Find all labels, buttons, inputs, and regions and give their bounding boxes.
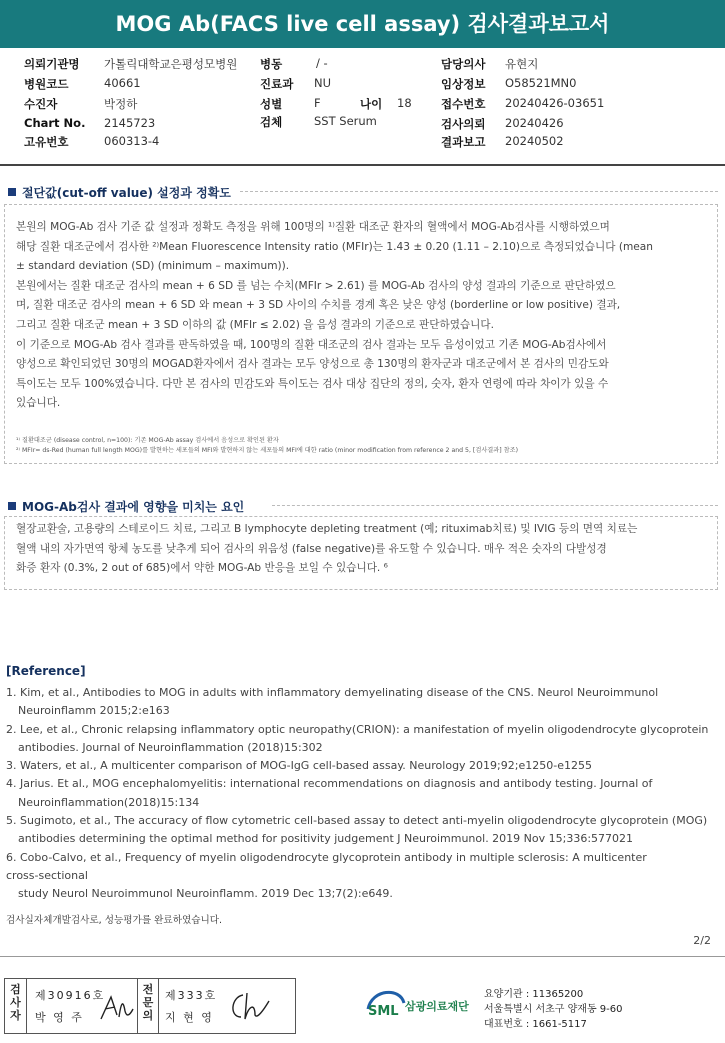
dept-value: NU (314, 76, 332, 90)
ward-value: / - (316, 56, 328, 70)
dept-label: 진료과 (260, 77, 294, 91)
institution-value: 가톨릭대학교은평성모병원 (104, 57, 238, 71)
specialist-label: 전 문 의 (142, 983, 154, 1022)
reference-line: Neuroinflamm 2015;2:e163 (18, 704, 170, 718)
reference-heading: [Reference] (6, 664, 86, 678)
square-bullet-icon (8, 188, 16, 196)
patient-value: 박정하 (104, 97, 138, 111)
section-cutoff-heading (8, 184, 231, 201)
specimen-value: SST Serum (314, 114, 377, 128)
report-date-label: 결과보고 (441, 135, 486, 149)
reference-line: antibodies determining the optimal method for positivity judgement J Neuroimmunol. 2019 Nov 15;336:577021 (18, 832, 634, 846)
reference-line: 2. Lee, et al., Chronic relapsing inflammatory optic neuropathy(CRION): a manifestation of myelin oligodendrocyte glycoprotein (6, 722, 709, 736)
footer-divider (0, 956, 725, 957)
section-cutoff-title: 절단값(cut-off value) 설정과 정확도 (22, 186, 231, 200)
sex-label: 성별 (260, 97, 283, 111)
org-info (484, 987, 623, 1032)
paragraph-line: 해당 질환 대조군에서 검사한 ²⁾Mean Fluorescence Intensity ratio (MFIr)는 1.43 ± 0.20 (1.11 – 2.10)으로 측정되었습니다 (mean (16, 240, 653, 253)
section-factors-text (16, 520, 637, 579)
ward-label: 병동 (260, 57, 283, 71)
specimen-label: 검체 (260, 115, 283, 129)
report-date-value: 20240502 (505, 134, 564, 148)
patient-info (0, 52, 725, 152)
section-factors-heading (8, 498, 244, 515)
reference-line: Neuroinflammation(2018)15:134 (18, 795, 200, 809)
chart-no-value: 2145723 (104, 116, 156, 130)
signature-box (4, 978, 296, 1034)
tester-name: 박 영 주 (35, 1011, 84, 1024)
section-cutoff-text (16, 218, 653, 414)
reference-line: 4. Jarius. Et al., MOG encephalomyelitis: international recommendations on diagnosis and antibody testing. Journal of (6, 777, 653, 791)
tester-column-label (5, 979, 27, 1033)
paragraph-line: 이 기준으로 MOG-Ab 검사 결과를 판독하였을 때, 100명의 질환 대조군의 검사 결과는 모두 음성이었고 기존 MOG-Ab검사에서 (16, 338, 607, 351)
paragraph-line: 혈액 내의 자가면역 항체 농도를 낮추게 되어 검사의 위음성 (false negative)를 유도할 수 있습니다. 매우 적은 숫자의 다발성경 (16, 542, 607, 555)
report-title: MOG Ab(FACS live cell assay) 검사결과보고서 (0, 0, 725, 48)
footnote-line: ¹⁾ 질환대조군 (disease control, n=100): 기존 MOG-Ab assay 검사에서 음성으로 확인된 환자 (16, 437, 279, 444)
section-factors-rule (272, 505, 718, 506)
hospital-code-label: 병원코드 (24, 77, 69, 91)
section-cutoff-rule (240, 191, 718, 192)
paragraph-line: 본원의 MOG-Ab 검사 기준 값 설정과 정확도 측정을 위해 100명의 ¹⁾질환 대조군 환자의 혈액에서 MOG-Ab검사를 시행하였으며 (16, 221, 610, 233)
paragraph-line: 본원에서는 질환 대조군 검사의 mean + 6 SD 를 넘는 수치(MFIr > 2.61) 를 MOG-Ab 검사의 양성 결과의 기준으로 판단하였으 (16, 279, 616, 292)
reference-line: study Neurol Neuroimmunol Neuroinflamm. 2019 Dec 13;7(2):e649. (18, 887, 393, 901)
reference-line: 3. Waters, et al., A multicenter comparison of MOG-IgG cell-based assay. Neurology 2019;92;e1250-e1255 (6, 759, 592, 773)
reference-line: 6. Cobo-Calvo, et al., Frequency of myelin oligodendrocyte glycoprotein antibody in multiple sclerosis: A multicenter (6, 850, 647, 864)
paragraph-line: 화증 환자 (0.3%, 2 out of 685)에서 약한 MOG-Ab 반응을 보일 수 있습니다. ⁶ (16, 562, 388, 575)
paragraph-line: 며, 질환 대조군 검사의 mean + 6 SD 와 mean + 3 SD 사이의 수치를 경계 혹은 낮은 양성 (borderline or low positive) 결과, (16, 299, 621, 312)
sex-value: F (314, 96, 321, 110)
reference-line: antibodies. Journal of Neuroinflammation (2018)15:302 (18, 740, 323, 754)
paragraph-line: 그리고 질환 대조군 mean + 3 SD 이하의 값 (MFIr ≤ 2.02) 을 음성 결과의 기준으로 판단하였습니다. (16, 318, 495, 331)
sml-logo-icon (366, 985, 406, 1023)
unique-no-label: 고유번호 (24, 135, 69, 149)
receipt-value: 20240426-03651 (505, 96, 605, 110)
reference-line: cross-sectional (6, 868, 88, 882)
org-address: 서울특별시 서초구 양재동 9-60 (484, 1004, 623, 1015)
age-label: 나이 (360, 97, 383, 111)
specialist-license: 제333호 (165, 989, 218, 1002)
validation-note: 검사실자체개발검사로, 성능평가를 완료하였습니다. (6, 915, 223, 926)
paragraph-line: 특이도는 모두 100%였습니다. 다만 본 검사의 민감도와 특이도는 검사 대상 집단의 정의, 숫자, 환자 연령에 따라 차이가 있을 수 (16, 377, 609, 390)
unique-no-value: 060313-4 (104, 134, 160, 148)
svg-text:SML: SML (368, 1004, 399, 1019)
reference-line: 1. Kim, et al., Antibodies to MOG in adults with inflammatory demyelinating disease of the CNS. Neurol Neuroimmunol (6, 686, 659, 699)
request-value: 20240426 (505, 116, 564, 130)
chart-no-label: Chart No. (24, 116, 86, 130)
paragraph-line: 있습니다. (16, 397, 61, 410)
section-cutoff-footnotes (16, 436, 518, 456)
institution-label: 의뢰기관명 (24, 57, 80, 71)
square-bullet-icon (8, 502, 16, 510)
org-phone: 대표번호 : 1661-5117 (484, 1019, 587, 1030)
specialist-signature (225, 987, 275, 1027)
tester-label: 검 사 자 (10, 983, 21, 1022)
tester-license: 제30916호 (35, 989, 106, 1002)
footnote-line: ²⁾ MFIr= ds-Red (human full length MOG)를 발현하는 세포들의 MFI와 발현하지 않는 세포들의 MFI에 대한 ratio (minor modification from reference 2 and 5, [검사결과] 참조) (16, 447, 518, 454)
patient-label: 수진자 (24, 97, 58, 111)
doctor-value: 유현지 (505, 57, 539, 71)
reference-list (6, 684, 708, 904)
info-divider (0, 164, 725, 166)
paragraph-line: ± standard deviation (SD) (minimum – maximum)). (16, 260, 290, 273)
page-number: 2/2 (693, 934, 711, 947)
clinical-label: 임상정보 (441, 77, 486, 91)
reference-line: 5. Sugimoto, et al., The accuracy of flow cytometric cell-based assay to detect anti-myelin oligodendrocyte glycoprotein (MOG) (6, 814, 708, 828)
hospital-code-value: 40661 (104, 76, 141, 90)
clinical-value: O58521MN0 (505, 76, 577, 90)
paragraph-line: 혈장교환술, 고용량의 스테로이드 치료, 그리고 B lymphocyte depleting treatment (예; rituximab치료) 및 IVIG 등의 면역 치료는 (16, 523, 638, 535)
section-factors-title: MOG-Ab검사 결과에 영향을 미치는 요인 (22, 500, 245, 514)
doctor-label: 담당의사 (441, 57, 486, 71)
tester-signature (97, 991, 137, 1025)
receipt-label: 접수번호 (441, 97, 486, 111)
specialist-column-label (137, 979, 159, 1033)
specialist-name: 지 현 영 (165, 1011, 214, 1024)
paragraph-line: 양성으로 확인되었던 30명의 MOGAD환자에서 검사 결과는 모두 양성으로 총 130명의 환자군과 대조군에서 본 검사의 민감도와 (16, 358, 609, 371)
age-value: 18 (397, 96, 412, 110)
org-name: 삼광의료재단 (405, 1000, 469, 1013)
org-care-no: 요양기관 : 11365200 (484, 989, 584, 1000)
request-label: 검사의뢰 (441, 117, 486, 131)
